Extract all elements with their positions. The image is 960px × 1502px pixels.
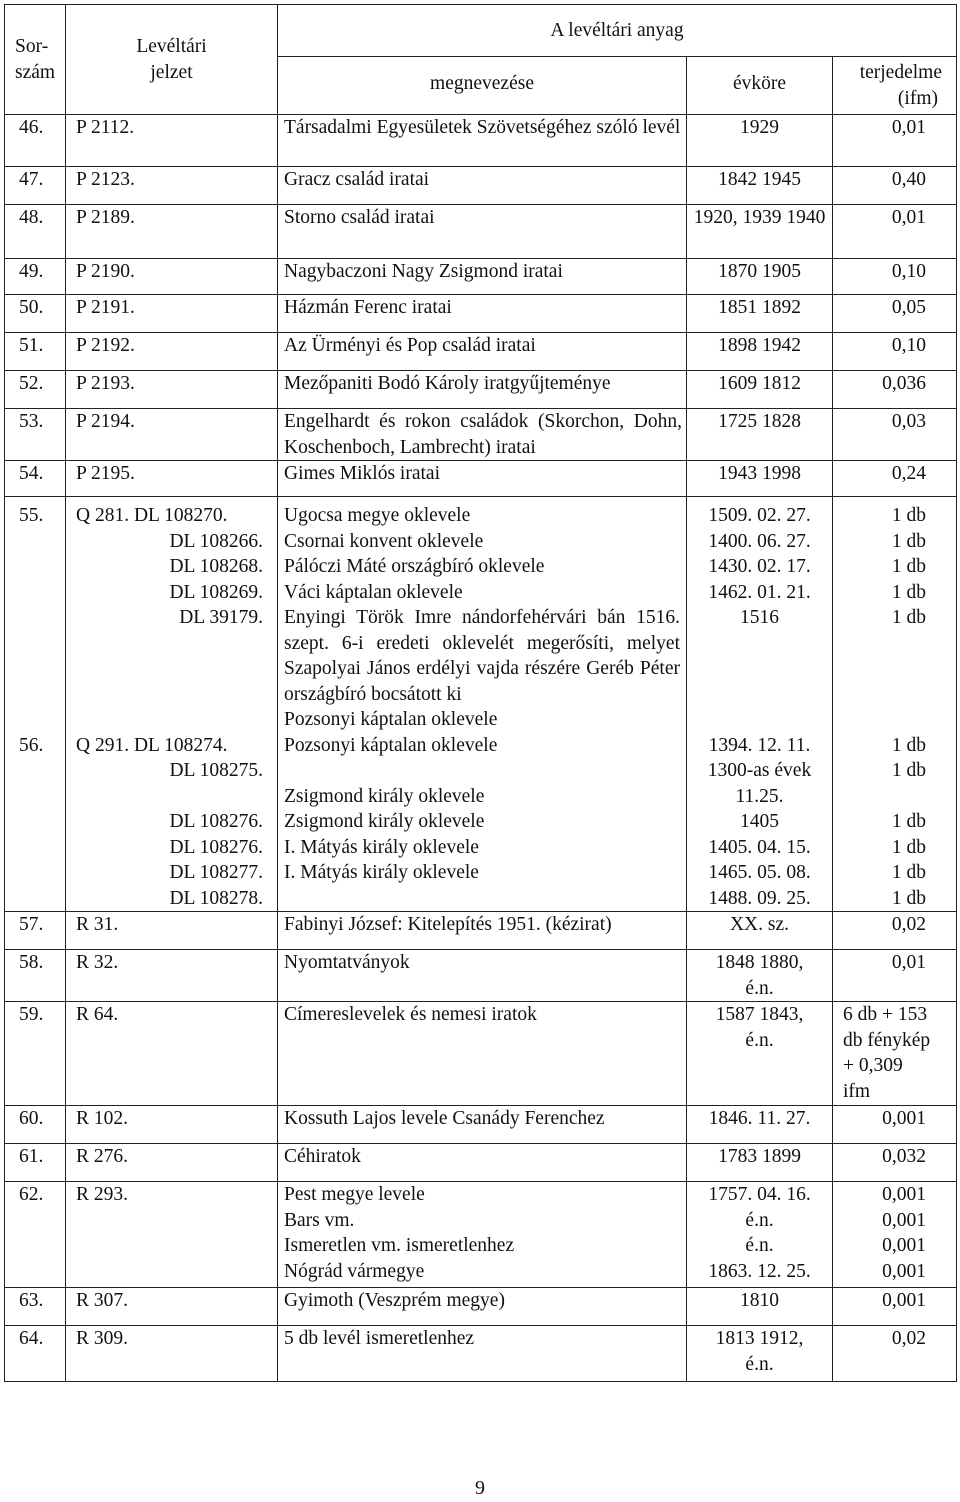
row-year: 1609 1812 — [687, 371, 833, 409]
row-signature: P 2112. — [66, 115, 278, 167]
row-signature: Q 281. DL 108270. DL 108266. DL 108268. DL 108269. DL 39179. Q 291. DL 108274. DL 108275. DL 108276. DL 108276. DL 108277. DL 108278. — [66, 497, 278, 912]
table-row — [5, 461, 957, 497]
table-row — [5, 1182, 957, 1288]
table-row — [5, 333, 957, 371]
row-extent: 0,001 0,001 0,001 0,001 — [833, 1182, 957, 1288]
row-year: 1870 1905 — [687, 259, 833, 295]
row-extent: 0,10 — [833, 259, 957, 295]
row-signature: R 64. — [66, 1002, 278, 1106]
table-row — [5, 371, 957, 409]
row-extent: 0,02 — [833, 1326, 957, 1382]
row-name: Mezőpaniti Bodó Károly iratgyűjteménye — [278, 371, 687, 409]
row-extent: 0,036 — [833, 371, 957, 409]
row-signature: R 293. — [66, 1182, 278, 1288]
header-anyag: A levéltári anyag — [278, 5, 957, 57]
table-row — [5, 497, 957, 912]
table-row — [5, 1106, 957, 1144]
row-year: 1587 1843, é.n. — [687, 1002, 833, 1106]
row-index: 64. — [5, 1326, 66, 1382]
archive-table — [4, 4, 957, 1382]
table-row — [5, 1144, 957, 1182]
table-row — [5, 205, 957, 259]
row-year: 1725 1828 — [687, 409, 833, 461]
row-index: 54. — [5, 461, 66, 497]
table-row — [5, 950, 957, 1002]
table-row — [5, 295, 957, 333]
table-row — [5, 1002, 957, 1106]
row-extent: 0,001 — [833, 1106, 957, 1144]
row-index: 52. — [5, 371, 66, 409]
row-signature: R 307. — [66, 1288, 278, 1326]
row-signature: P 2194. — [66, 409, 278, 461]
row-extent: 0,05 — [833, 295, 957, 333]
row-index: 49. — [5, 259, 66, 295]
row-name: Storno család iratai — [278, 205, 687, 259]
row-name: Ugocsa megye oklevele Csornai konvent oklevele Pálóczi Máté országbíró oklevele Váci káptalan oklevele Enyingi Török Imre nándorfehérvári bán 1516. szept. 6-i eredeti oklevelét megerősíti, melyet Szapolyai János erdélyi vajda részére Geréb Péter országbíró bocsátott ki Pozsonyi káptalan oklevele Pozsonyi káptalan oklevele Zsigmond király oklevele Zsigmond király oklevele I. Mátyás király oklevele I. Mátyás király oklevele — [278, 497, 687, 912]
row-name: Engelhardt és rokon családok (Skorchon, Dohn, Koschenboch, Lambrecht) iratai — [278, 409, 687, 461]
header-evkore: évköre — [687, 57, 833, 115]
table-row — [5, 167, 957, 205]
row-extent: 0,24 — [833, 461, 957, 497]
row-name: Gyimoth (Veszprém megye) — [278, 1288, 687, 1326]
row-signature: R 276. — [66, 1144, 278, 1182]
row-name: Gracz család iratai — [278, 167, 687, 205]
row-index: 60. — [5, 1106, 66, 1144]
row-extent: 0,01 — [833, 205, 957, 259]
header-sorszam: Sor- szám — [5, 5, 66, 115]
row-year: XX. sz. — [687, 912, 833, 950]
row-name: Gimes Miklós iratai — [278, 461, 687, 497]
row-extent: 0,032 — [833, 1144, 957, 1182]
row-index: 50. — [5, 295, 66, 333]
row-signature: P 2123. — [66, 167, 278, 205]
row-index: 61. — [5, 1144, 66, 1182]
table-row — [5, 259, 957, 295]
row-signature: P 2189. — [66, 205, 278, 259]
row-index: 48. — [5, 205, 66, 259]
row-index: 51. — [5, 333, 66, 371]
row-year: 1848 1880, é.n. — [687, 950, 833, 1002]
row-name: Céhiratok — [278, 1144, 687, 1182]
row-signature: P 2195. — [66, 461, 278, 497]
row-year: 1943 1998 — [687, 461, 833, 497]
row-name: Pest megye levele Bars vm. Ismeretlen vm. ismeretlenhez Nógrád vármegye — [278, 1182, 687, 1288]
row-name: Kossuth Lajos levele Csanády Ferenchez — [278, 1106, 687, 1144]
row-index: 47. — [5, 167, 66, 205]
table-row — [5, 115, 957, 167]
row-extent: 1 db 1 db 1 db 1 db 1 db 1 db 1 db 1 db 1 db 1 db 1 db — [833, 497, 957, 912]
row-year: 1813 1912, é.n. — [687, 1326, 833, 1382]
row-extent: 6 db + 153 db fénykép + 0,309 ifm — [833, 1002, 957, 1106]
row-name: Nyomtatványok — [278, 950, 687, 1002]
row-index: 62. — [5, 1182, 66, 1288]
row-year: 1846. 11. 27. — [687, 1106, 833, 1144]
row-name: Nagybaczoni Nagy Zsigmond iratai — [278, 259, 687, 295]
row-signature: P 2190. — [66, 259, 278, 295]
row-index: 53. — [5, 409, 66, 461]
header-terjedelme: terjedelme (ifm) — [833, 57, 957, 115]
row-signature: R 32. — [66, 950, 278, 1002]
row-name: Az Ürményi és Pop család iratai — [278, 333, 687, 371]
row-name: Társadalmi Egyesületek Szövetségéhez szóló levél — [278, 115, 687, 167]
row-extent: 0,01 — [833, 115, 957, 167]
table-row — [5, 1326, 957, 1382]
row-index: 59. — [5, 1002, 66, 1106]
row-index: 57. — [5, 912, 66, 950]
table-row — [5, 409, 957, 461]
row-extent: 0,10 — [833, 333, 957, 371]
header-jelzet: Levéltári jelzet — [66, 5, 278, 115]
row-year: 1920, 1939 1940 — [687, 205, 833, 259]
table-row — [5, 912, 957, 950]
row-index: 55. 56. — [5, 497, 66, 912]
row-year: 1783 1899 — [687, 1144, 833, 1182]
row-extent: 0,001 — [833, 1288, 957, 1326]
row-extent: 0,01 — [833, 950, 957, 1002]
row-name: Házmán Ferenc iratai — [278, 295, 687, 333]
row-year: 1898 1942 — [687, 333, 833, 371]
row-year: 1757. 04. 16. é.n. é.n. 1863. 12. 25. — [687, 1182, 833, 1288]
row-extent: 0,03 — [833, 409, 957, 461]
row-year: 1509. 02. 27. 1400. 06. 27. 1430. 02. 17. 1462. 01. 21. 1516 1394. 12. 11. 1300-as évek 11.25. 1405 1405. 04. 15. 1465. 05. 08. 1488. 09. 25. — [687, 497, 833, 912]
row-name: Címereslevelek és nemesi iratok — [278, 1002, 687, 1106]
page-number: 9 — [475, 1477, 485, 1499]
row-name: Fabinyi József: Kitelepítés 1951. (kézirat) — [278, 912, 687, 950]
row-signature: R 31. — [66, 912, 278, 950]
row-index: 58. — [5, 950, 66, 1002]
row-index: 46. — [5, 115, 66, 167]
row-index: 63. — [5, 1288, 66, 1326]
row-year: 1842 1945 — [687, 167, 833, 205]
row-signature: P 2191. — [66, 295, 278, 333]
row-extent: 0,02 — [833, 912, 957, 950]
row-extent: 0,40 — [833, 167, 957, 205]
row-signature: P 2192. — [66, 333, 278, 371]
row-signature: R 309. — [66, 1326, 278, 1382]
row-name: 5 db levél ismeretlenhez — [278, 1326, 687, 1382]
header-megnevezese: megnevezése — [278, 57, 687, 115]
row-year: 1851 1892 — [687, 295, 833, 333]
row-year: 1810 — [687, 1288, 833, 1326]
table-row — [5, 1288, 957, 1326]
row-signature: R 102. — [66, 1106, 278, 1144]
row-signature: P 2193. — [66, 371, 278, 409]
row-year: 1929 — [687, 115, 833, 167]
